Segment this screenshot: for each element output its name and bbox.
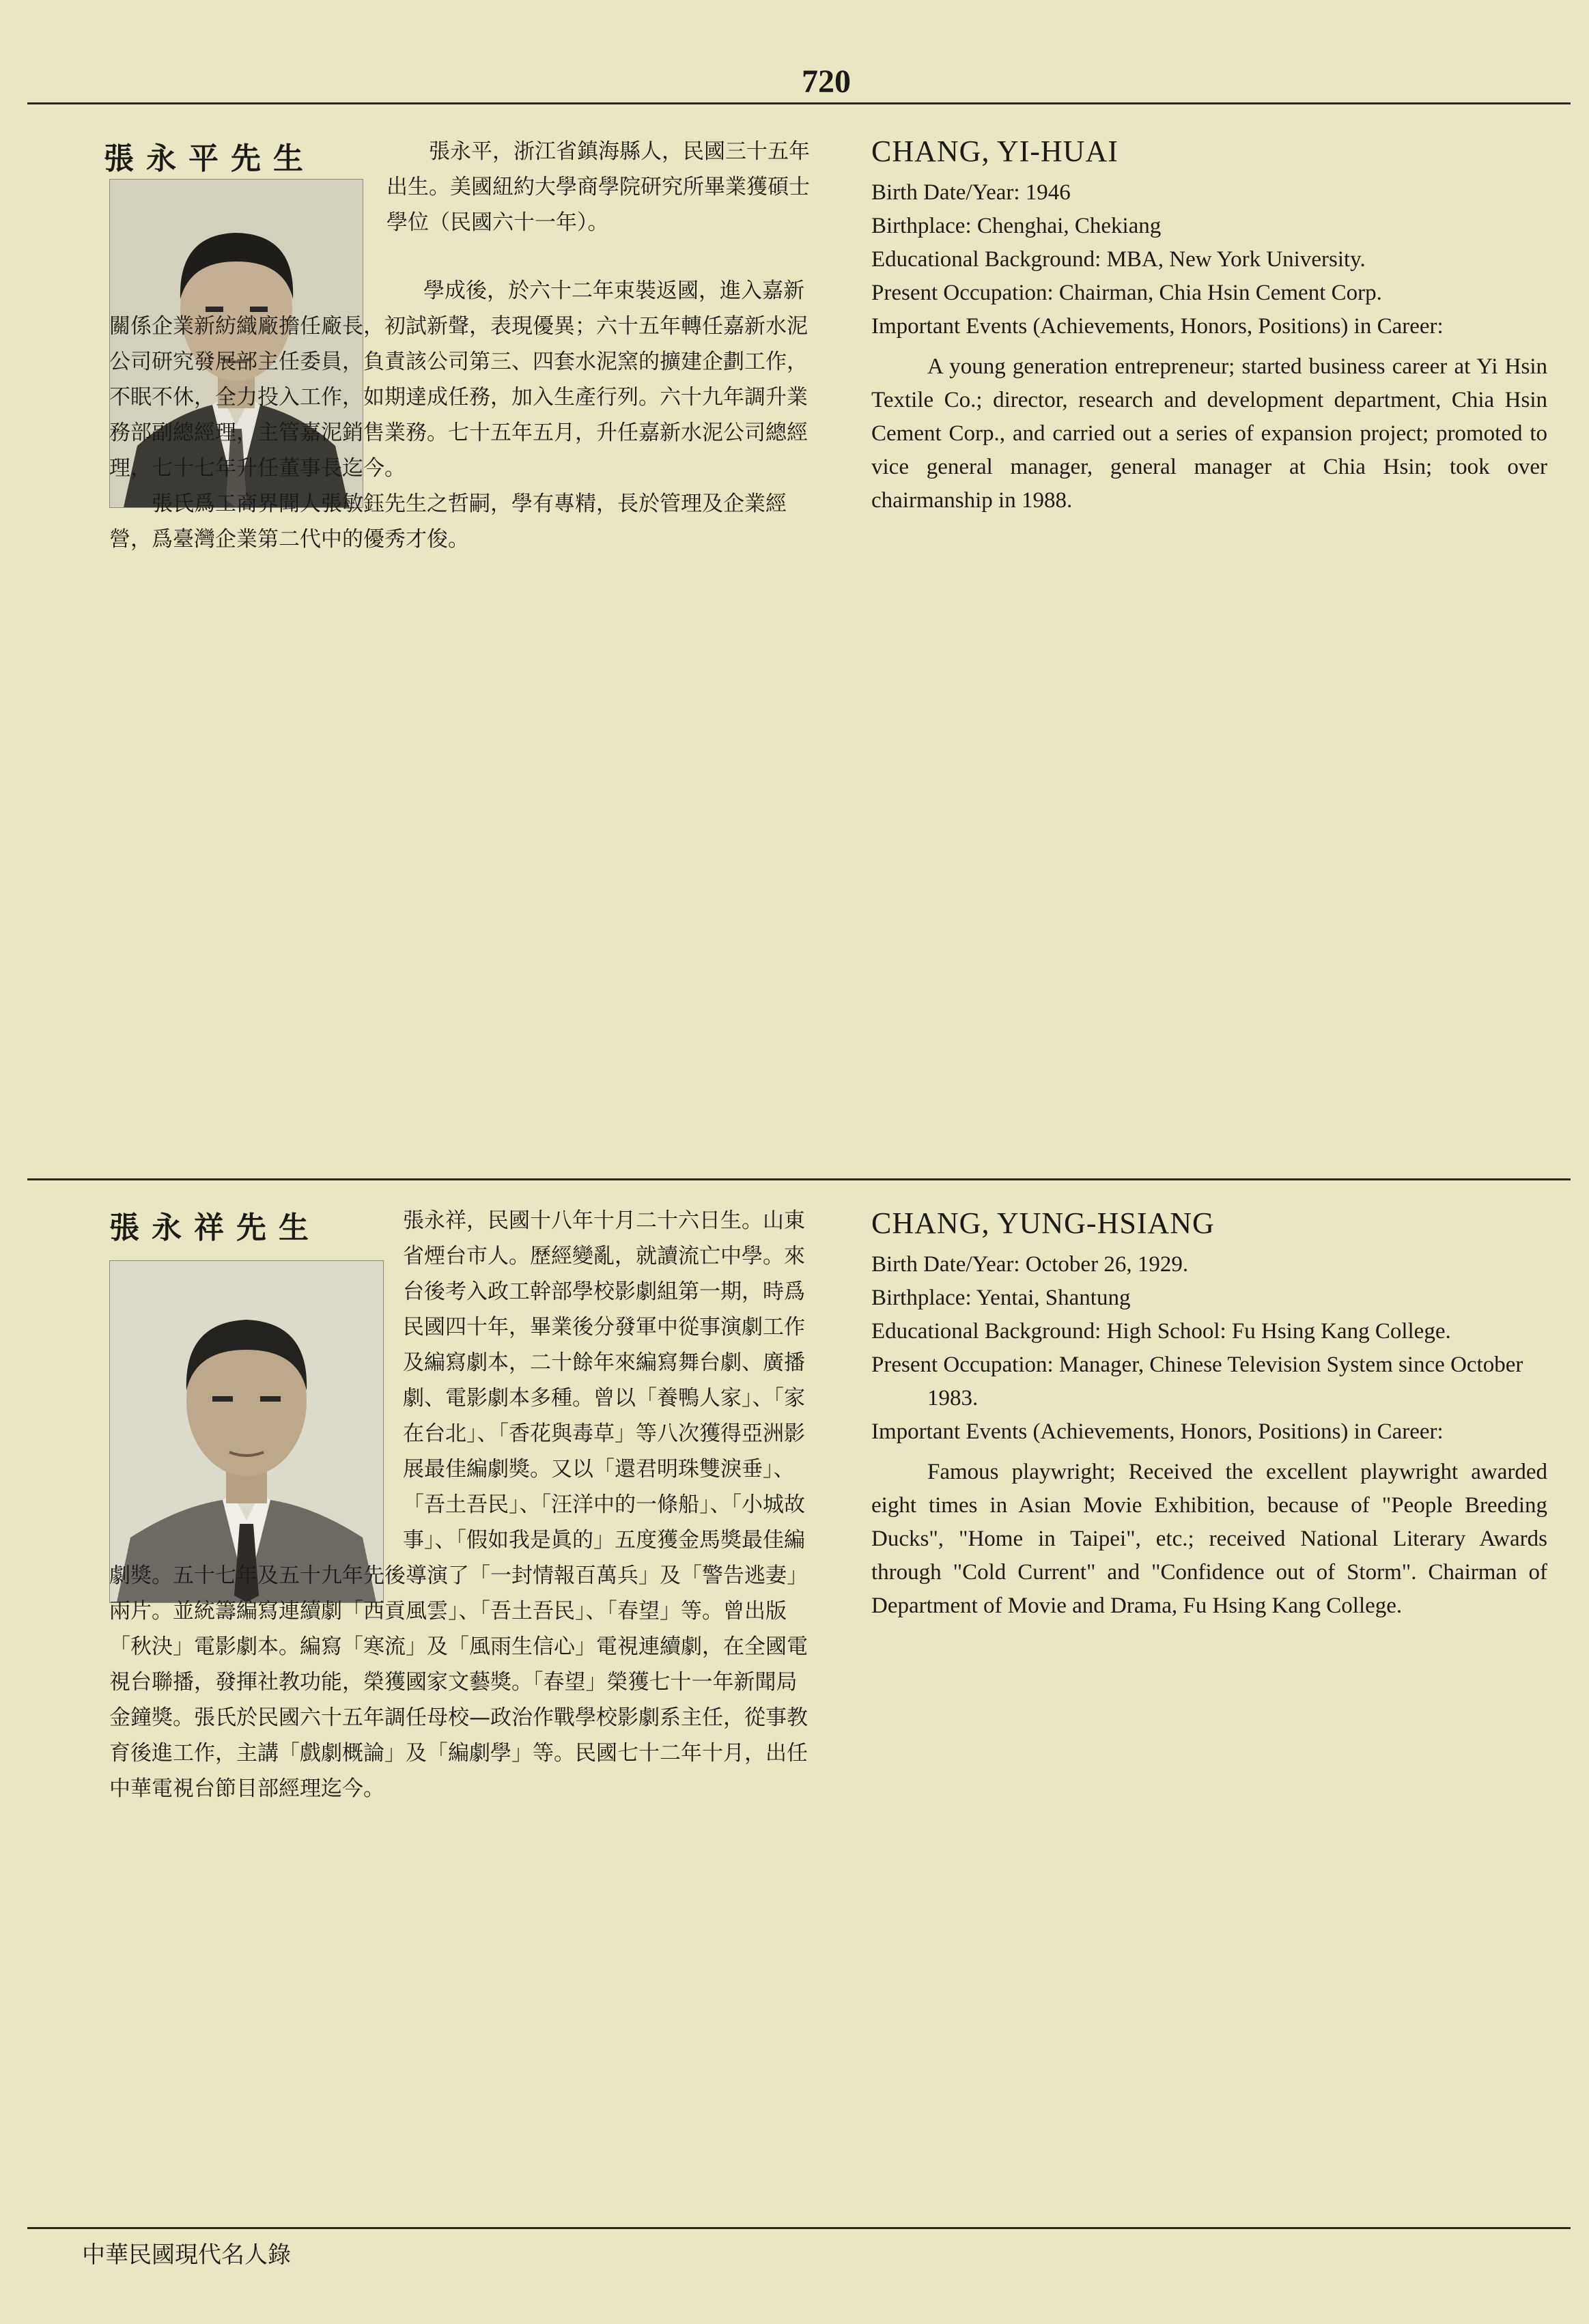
book-title-footer: 中華民國現代名人錄 [82,2241,291,2269]
entry2-chinese-name: 張永祥先生 [109,1210,321,1245]
header-rule [27,102,1571,104]
entry2-chinese-para1: 張永祥，民國十八年十月二十六日生。山東省煙台市人。歷經變亂，就讀流亡中學。來台後考入政工幹部學校影劇組第一期，時爲民國四十年，畢業後分發軍中從事演劇工作及編寫劇本，二十餘年來編寫舞台劇、廣播劇、電影劇本多種。曾以「養鴨人家」、「家在台北」、「香花與毒草」等八次獲得亞洲影展最佳編劇獎。又以「還君明珠雙淚垂」、「吾土吾民」、「汪洋中的一條船」、「小城故事」、「假如我是眞的」五度獲金馬獎最佳編劇獎。五十七年及五十九年先後導演了「一封情報百萬兵」及「警告逃妻」兩片。並統籌編寫連續劇「西貢風雲」、「吾土吾民」、「春望」等。曾出版「秋決」電影劇本。編寫「寒流」及「風雨生信心」電視連續劇，在全國電視台聯播，發揮社教功能，榮獲國家文藝獎。「春望」榮獲七十一年新聞局金鐘獎。張氏於民國六十五年調任母校—政治作戰學校影劇系主任，從事教育後進工作，主講「戲劇概論」及「編劇學」等。民國七十二年十月，出任中華電視台節目部經理迄今。 [109,1208,808,1801]
entry1-chinese-name: 張永平先生 [104,141,315,176]
entry2-occupation: Present Occupation: Manager, Chinese Television System since October 1983. [871,1352,1523,1411]
entry2-birth-date: Birth Date/Year: October 26, 1929. [871,1252,1189,1277]
entry2-events-label: Important Events (Achievements, Honors, Positions) in Career: [871,1419,1444,1444]
entry1-occupation: Present Occupation: Chairman, Chia Hsin Cement Corp. [871,281,1382,305]
entry1-chinese-para2: 學成後，於六十二年束裝返國，進入嘉新關係企業新紡織廠擔任廠長，初試新聲，表現優異；六十五年轉任嘉新水泥公司研究發展部主任委員，負責該公司第三、四套水泥窯的擴建企劃工作，不眠不休，全力投入工作，如期達成任務，加入生產行列。六十九年調升業務部副總經理，主管嘉泥銷售業務。七十五年五月，升任嘉新水泥公司總經理，七十七年升任董事長迄今。 [109,279,808,481]
entry1-chinese-para1: 張永平，浙江省鎮海縣人，民國三十五年出生。美國紐約大學商學院研究所畢業獲碩士學位（民國六十一年）。 [386,139,810,235]
entry1-birthplace: Birthplace: Chenghai, Chekiang [871,214,1162,238]
entry1-birth-date: Birth Date/Year: 1946 [871,180,1071,205]
entry2-birthplace: Birthplace: Yentai, Shantung [871,1286,1131,1310]
entry1-chinese-bio [386,134,810,240]
entry1-english-name: CHANG, YI-HUAI [871,134,1119,168]
entry2-chinese-bio [109,1203,810,1806]
entry2-events-text: Famous playwright; Received the excellent playwright awarded eight times in Asian Movie Exhibition, because of "People Breeding Ducks", "Home in Taipei", etc.; received National Literary Awards through "Cold Current" and "Confidence out of Storm". Chairman of Department of Movie and Drama, Fu Hsing Kang College. [871,1460,1547,1618]
entry1-chinese-bio-continued [109,273,810,557]
entry2-english-name: CHANG, YUNG-HSIANG [871,1206,1215,1240]
entry1-events-label: Important Events (Achievements, Honors, Positions) in Career: [871,314,1444,339]
entry1-events-text: A young generation entrepreneur; started business career at Yi Hsin Textile Co.; director, research and development department, Chia Hsin Cement Corp., and carried out a series of expansion project; promoted to vice general manager, general manager at Chia Hsin; took over chairmanship in 1988. [871,354,1547,513]
entry2-english-bio [871,1248,1547,1623]
page-number: 720 [802,63,851,100]
entry1-chinese-para3: 張氏爲工商界聞人張敏鈺先生之哲嗣，學有專精，長於管理及企業經營，爲臺灣企業第二代中的優秀才俊。 [109,492,787,552]
entry1-english-bio [871,176,1547,518]
entry1-education: Educational Background: MBA, New York University. [871,247,1366,272]
entry2-education: Educational Background: High School: Fu Hsing Kang College. [871,1319,1451,1344]
footer-rule [27,2227,1571,2229]
section-divider [27,1178,1571,1180]
